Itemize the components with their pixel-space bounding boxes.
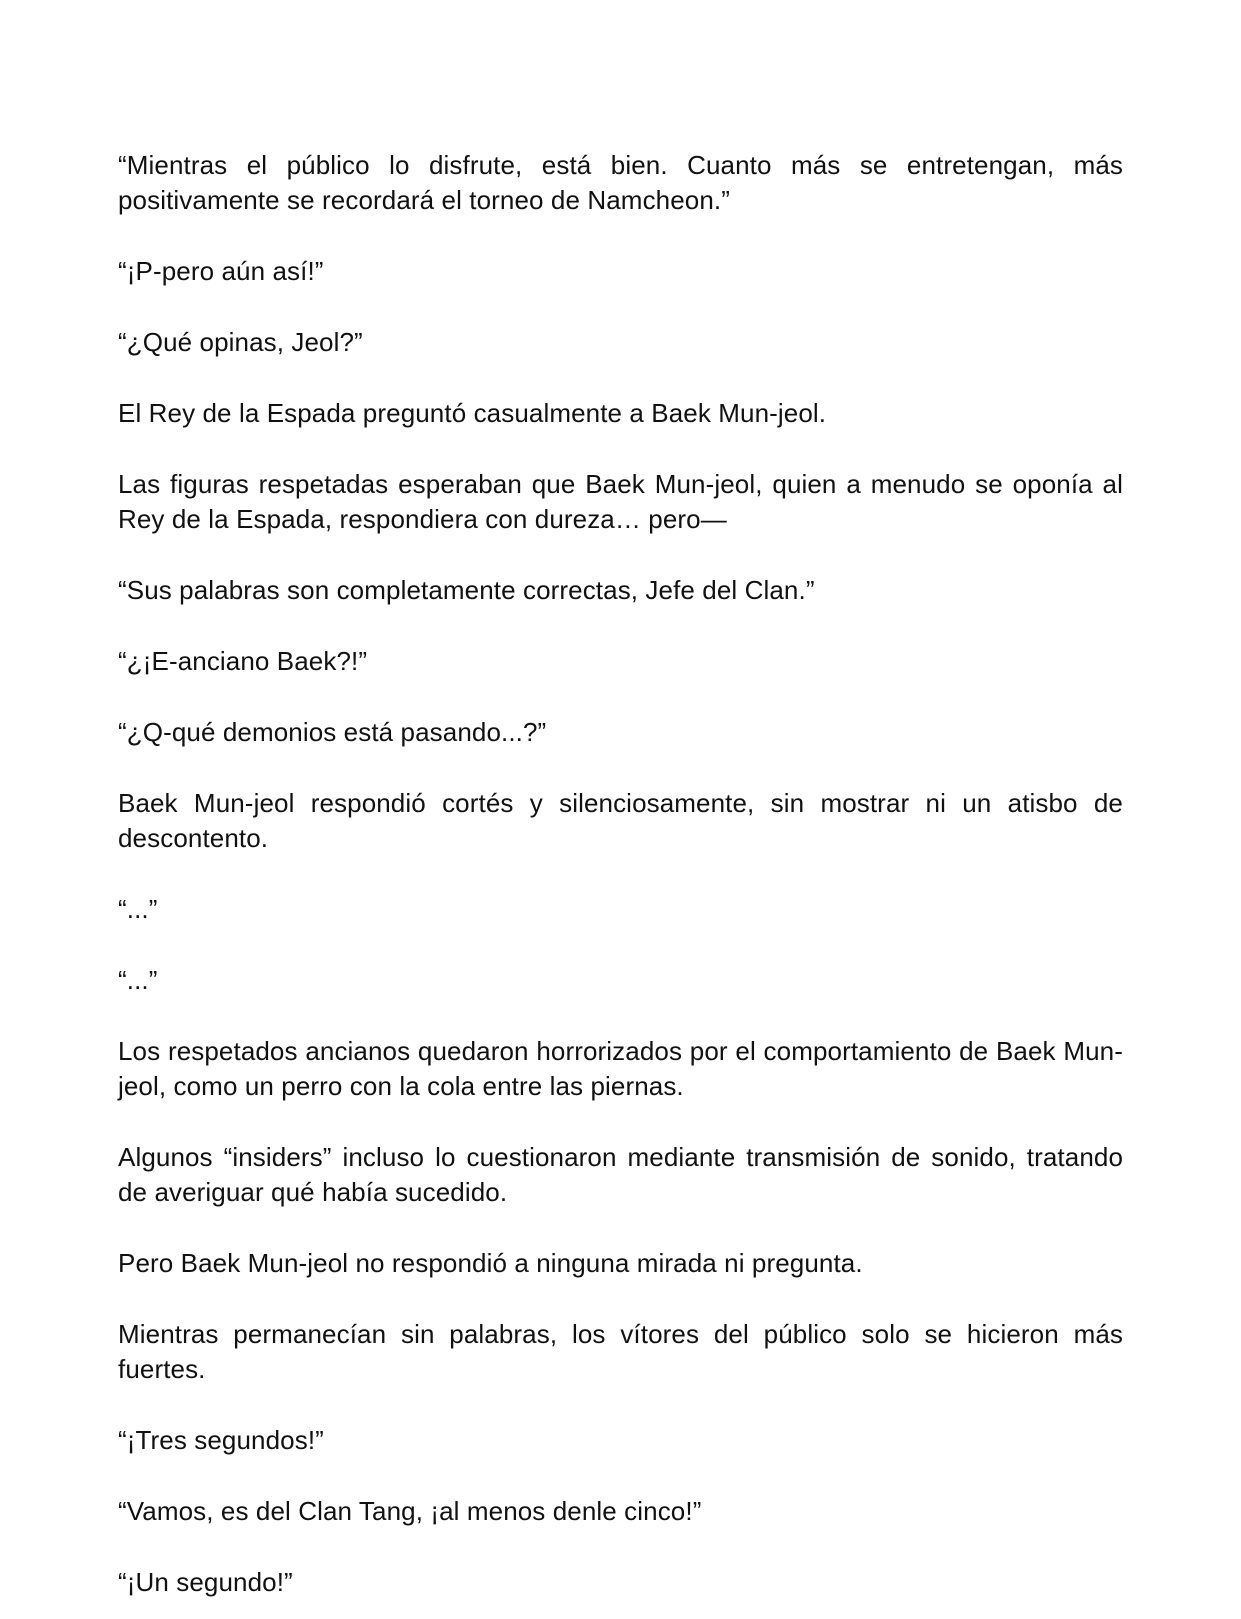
document-body <box>118 148 1123 1600</box>
paragraph: Los respetados ancianos quedaron horrorizados por el comportamiento de Baek Mun-jeol, como un perro con la cola entre las piernas. <box>118 1036 1123 1101</box>
paragraph: Baek Mun-jeol respondió cortés y silenciosamente, sin mostrar ni un atisbo de descontento. <box>118 788 1123 853</box>
paragraph: “Sus palabras son completamente correctas, Jefe del Clan.” <box>118 575 815 605</box>
paragraph: “¿¡E-anciano Baek?!” <box>118 646 368 676</box>
paragraph: “...” <box>118 894 158 924</box>
paragraph: “¡Tres segundos!” <box>118 1425 324 1455</box>
paragraph: “...” <box>118 965 158 995</box>
paragraph: Las figuras respetadas esperaban que Baek Mun-jeol, quien a menudo se oponía al Rey de la Espada, respondiera con dureza… pero— <box>118 469 1123 534</box>
paragraph: Algunos “insiders” incluso lo cuestionaron mediante transmisión de sonido, tratando de averiguar qué había sucedido. <box>118 1142 1123 1207</box>
paragraph: “Vamos, es del Clan Tang, ¡al menos denle cinco!” <box>118 1496 702 1526</box>
paragraph: Pero Baek Mun-jeol no respondió a ninguna mirada ni pregunta. <box>118 1248 863 1278</box>
paragraph: Mientras permanecían sin palabras, los vítores del público solo se hicieron más fuertes. <box>118 1319 1123 1384</box>
paragraph: “¿Qué opinas, Jeol?” <box>118 327 363 357</box>
paragraph: El Rey de la Espada preguntó casualmente a Baek Mun-jeol. <box>118 398 827 428</box>
paragraph: “¿Q-qué demonios está pasando...?” <box>118 717 547 747</box>
paragraph: “¡Un segundo!” <box>118 1567 293 1597</box>
paragraph: “¡P-pero aún así!” <box>118 256 324 286</box>
paragraph: “Mientras el público lo disfrute, está bien. Cuanto más se entretengan, más positivamente se recordará el torneo de Namcheon.” <box>118 150 1123 215</box>
